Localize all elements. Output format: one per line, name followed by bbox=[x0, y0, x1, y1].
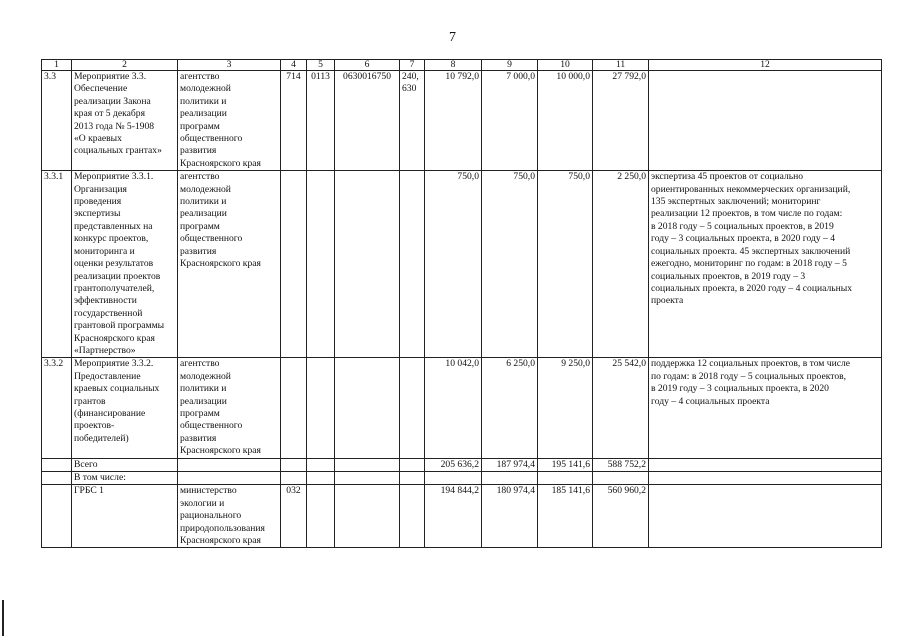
amount-2018: 750,0 bbox=[425, 171, 482, 358]
column-header: 12 bbox=[649, 60, 882, 71]
amount-2018: 10 042,0 bbox=[425, 358, 482, 458]
amount-total: 25 542,0 bbox=[593, 358, 649, 458]
including-row bbox=[42, 472, 882, 485]
activity-name: Мероприятие 3.3.2. Предоставление краевых социальных грантов (финансирование проектов- победителей) bbox=[72, 358, 178, 458]
section-code: 0113 bbox=[307, 71, 335, 171]
empty-cell bbox=[649, 472, 882, 485]
amount-2019: 6 250,0 bbox=[482, 358, 538, 458]
amount-2019: 750,0 bbox=[482, 171, 538, 358]
row-id: 3.3.1 bbox=[42, 171, 72, 358]
target-article-code bbox=[335, 171, 400, 358]
empty-cell bbox=[42, 485, 72, 548]
row-id: 3.3.2 bbox=[42, 358, 72, 458]
empty-cell bbox=[400, 458, 425, 471]
empty-cell bbox=[400, 472, 425, 485]
column-header: 1 bbox=[42, 60, 72, 71]
target-article-code: 0630016750 bbox=[335, 71, 400, 171]
amount-2020: 10 000,0 bbox=[538, 71, 593, 171]
empty-cell bbox=[281, 472, 307, 485]
expected-result: поддержка 12 социальных проектов, в том числе по годам: в 2018 году – 5 социальных проектов, в 2019 году – 3 социальных проекта, в 2020 году – 4 социальных проекта bbox=[649, 358, 882, 458]
amount-total: 2 250,0 bbox=[593, 171, 649, 358]
column-header: 4 bbox=[281, 60, 307, 71]
column-header: 10 bbox=[538, 60, 593, 71]
expense-type-code bbox=[400, 171, 425, 358]
amount-2018: 10 792,0 bbox=[425, 71, 482, 171]
amount-2020: 750,0 bbox=[538, 171, 593, 358]
table-row bbox=[42, 171, 882, 358]
empty-cell bbox=[42, 472, 72, 485]
total-row bbox=[42, 458, 882, 471]
activity-name: Мероприятие 3.3.1. Организация проведения экспертизы представленных на конкурс проектов, мониторинга и оценки результатов реализации проектов грантополучателей, эффективности государственной грантовой программы Красноярского края «Партнерство» bbox=[72, 171, 178, 358]
empty-cell bbox=[649, 458, 882, 471]
amount-total: 27 792,0 bbox=[593, 71, 649, 171]
empty-cell bbox=[400, 485, 425, 548]
empty-cell bbox=[281, 458, 307, 471]
section-code bbox=[307, 358, 335, 458]
empty-cell bbox=[593, 472, 649, 485]
activity-name: Мероприятие 3.3. Обеспечение реализации Закона края от 5 декабря 2013 года № 5-1908 «О краевых социальных грантах» bbox=[72, 71, 178, 171]
row-id: 3.3 bbox=[42, 71, 72, 171]
amount-2019: 7 000,0 bbox=[482, 71, 538, 171]
page-number: 7 bbox=[449, 30, 456, 45]
amount-2020: 9 250,0 bbox=[538, 358, 593, 458]
executor: министерство экологии и рационального природопользования Красноярского края bbox=[178, 485, 281, 548]
program-activities-table bbox=[41, 59, 882, 548]
grbs-label: ГРБС 1 bbox=[72, 485, 178, 548]
column-header: 11 bbox=[593, 60, 649, 71]
grbs-2020: 185 141,6 bbox=[538, 485, 593, 548]
empty-cell bbox=[649, 485, 882, 548]
empty-cell bbox=[335, 458, 400, 471]
expected-result bbox=[649, 71, 882, 171]
column-header: 6 bbox=[335, 60, 400, 71]
column-header: 5 bbox=[307, 60, 335, 71]
target-article-code bbox=[335, 358, 400, 458]
total-sum: 588 752,2 bbox=[593, 458, 649, 471]
grbs-2018: 194 844,2 bbox=[425, 485, 482, 548]
column-header: 7 bbox=[400, 60, 425, 71]
empty-cell bbox=[307, 472, 335, 485]
grbs-code: 714 bbox=[281, 71, 307, 171]
empty-cell bbox=[538, 472, 593, 485]
grbs-row bbox=[42, 485, 882, 548]
expense-type-code bbox=[400, 358, 425, 458]
empty-cell bbox=[335, 485, 400, 548]
column-header: 9 bbox=[482, 60, 538, 71]
empty-cell bbox=[307, 485, 335, 548]
column-header: 3 bbox=[178, 60, 281, 71]
section-code bbox=[307, 171, 335, 358]
executor: агентство молодежной политики и реализации программ общественного развития Красноярского края bbox=[178, 171, 281, 358]
grbs-code bbox=[281, 358, 307, 458]
including-label: В том числе: bbox=[72, 472, 178, 485]
empty-cell bbox=[178, 472, 281, 485]
executor: агентство молодежной политики и реализации программ общественного развития Красноярского края bbox=[178, 358, 281, 458]
grbs-sum: 560 960,2 bbox=[593, 485, 649, 548]
executor: агентство молодежной политики и реализации программ общественного развития Красноярского края bbox=[178, 71, 281, 171]
empty-cell bbox=[307, 458, 335, 471]
empty-cell bbox=[482, 472, 538, 485]
table-row bbox=[42, 71, 882, 171]
grbs-2019: 180 974,4 bbox=[482, 485, 538, 548]
empty-cell bbox=[425, 472, 482, 485]
total-2020: 195 141,6 bbox=[538, 458, 593, 471]
column-number-row bbox=[42, 60, 882, 71]
grbs-code: 032 bbox=[281, 485, 307, 548]
expense-type-code: 240, 630 bbox=[400, 71, 425, 171]
total-2019: 187 974,4 bbox=[482, 458, 538, 471]
column-header: 8 bbox=[425, 60, 482, 71]
grbs-code bbox=[281, 171, 307, 358]
table-row bbox=[42, 358, 882, 458]
total-label: Всего bbox=[72, 458, 178, 471]
empty-cell bbox=[178, 458, 281, 471]
empty-cell bbox=[335, 472, 400, 485]
total-2018: 205 636,2 bbox=[425, 458, 482, 471]
expected-result: экспертиза 45 проектов от социально ориентированных некоммерческих организаций, 135 экспертных заключений; мониторинг реализации 12 проектов, в том числе по годам: в 2018 году – 5 социальных проектов, в 2019 году – 3 социальных проекта, в 2020 году – 4 социальных проекта. 45 экспертных заключений ежегодно, мониторинг по годам: в 2018 году – 5 социальных проектов, в 2019 году – 3 социальных проекта, в 2020 году – 4 социальных проекта bbox=[649, 171, 882, 358]
column-header: 2 bbox=[72, 60, 178, 71]
scan-edge-mark bbox=[2, 600, 4, 636]
empty-cell bbox=[42, 458, 72, 471]
